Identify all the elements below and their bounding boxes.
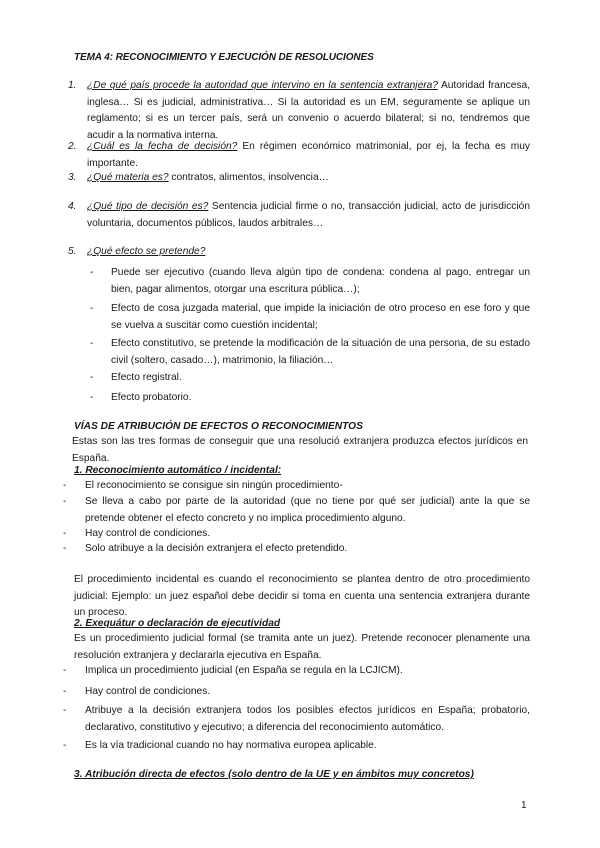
question-number: 2.	[68, 141, 77, 152]
effect-item: - Puede ser ejecutivo (cuando lleva algún tipo de condena: condena al pago, entregar un bien, pagar alimentos, otorgar una escritura pública…);	[90, 267, 530, 295]
bullet-item: - Solo atribuye a la decisión extranjera el efecto pretendido.	[63, 543, 348, 554]
bullet-item: - Atribuye a la decisión extranjera todos los posibles efectos jurídicos en España; probatorio, declarativo, constitutivo y ejecutivo; a diferencia del reconocimiento automático.	[63, 705, 530, 733]
bullet-item: - El reconocimiento se consigue sin ningún procedimiento-	[63, 480, 343, 491]
question-1	[68, 78, 530, 144]
question-answer: En régimen económico matrimonial, por ej, la fecha es muy importante.	[87, 141, 531, 169]
section-2-heading: 2. Exequátur o declaración de ejecutividad	[74, 618, 281, 629]
question-text: ¿Cuál es la fecha de decisión?	[87, 141, 238, 152]
question-text: ¿Qué tipo de decisión es?	[87, 201, 209, 212]
question-answer: Autoridad francesa, inglesa… Si es judicial, administrativa… Si la autoridad es un EM, seguramente se aplique un reglamento; si es un tercer país, será un convenio o acuerdo bilateral; si no, tendremos que acudir a la normativa interna.	[87, 80, 530, 141]
question-3	[68, 170, 530, 187]
section-heading-vias: VÍAS DE ATRIBUCIÓN DE EFECTOS O RECONOCIMIENTOS	[74, 421, 363, 432]
question-2	[68, 139, 530, 172]
document-title: TEMA 4: RECONOCIMIENTO Y EJECUCIÓN DE RESOLUCIONES	[74, 52, 374, 63]
question-number: 3.	[68, 172, 77, 183]
question-text: ¿De qué país procede la autoridad que intervino en la sentencia extranjera?	[87, 80, 438, 91]
question-4	[68, 199, 530, 232]
section-1-heading: 1. Reconocimiento automático / incidental:	[74, 465, 282, 476]
question-number: 1.	[68, 80, 77, 91]
question-text: ¿Qué materia es?	[87, 172, 169, 183]
section-2-intro: Es un procedimiento judicial formal (se tramita ante un juez). Pretende reconocer plenamente una resolución extranjera y declararla ejecutiva en España.	[74, 633, 530, 661]
effect-item: - Efecto registral.	[90, 372, 182, 383]
question-number: 4.	[68, 201, 77, 212]
bullet-item: - Implica un procedimiento judicial (en España se regula en la LCJICM).	[63, 665, 403, 676]
page-number: 1	[521, 800, 527, 811]
incidental-note: El procedimiento incidental es cuando el reconocimiento se plantea dentro de otro procedimiento judicial: Ejemplo: un juez español debe decidir si toma en cuenta una sentencia extranjera durante un proceso.	[74, 574, 530, 618]
vias-intro: Estas son las tres formas de conseguir que una resolució extranjera produzca efectos jurídicos en España.	[72, 436, 528, 464]
question-answer: Sentencia judicial firme o no, transacción judicial, acto de jurisdicción voluntaria, documentos públicos, laudos arbitrales…	[87, 201, 530, 229]
section-3-heading: 3. Atribución directa de efectos (solo dentro de la UE y en ámbitos muy concretos)	[74, 769, 474, 780]
question-number: 5.	[68, 246, 77, 257]
effect-item: - Efecto de cosa juzgada material, que impide la iniciación de otro proceso en ese foro y que se vuelva a suscitar como cuestión incidental;	[90, 303, 530, 331]
bullet-item: - Es la vía tradicional cuando no hay normativa europea aplicable.	[63, 740, 377, 751]
question-text: ¿Qué efecto se pretende?	[87, 246, 206, 257]
bullet-item: - Hay control de condiciones.	[63, 686, 211, 697]
bullet-item: - Se lleva a cabo por parte de la autoridad (que no tiene por qué ser judicial) ante la que se pretende obtener el efecto concreto y no implica procedimiento alguno.	[63, 496, 530, 524]
effect-item: - Efecto constitutivo, se pretende la modificación de la situación de una persona, de su estado civil (soltero, casado…), matrimonio, la filiación…	[90, 338, 530, 366]
bullet-item: - Hay control de condiciones.	[63, 528, 211, 539]
question-answer: contratos, alimentos, insolvencia…	[168, 172, 329, 183]
question-5	[68, 244, 530, 261]
effect-item: - Efecto probatorio.	[90, 392, 192, 403]
